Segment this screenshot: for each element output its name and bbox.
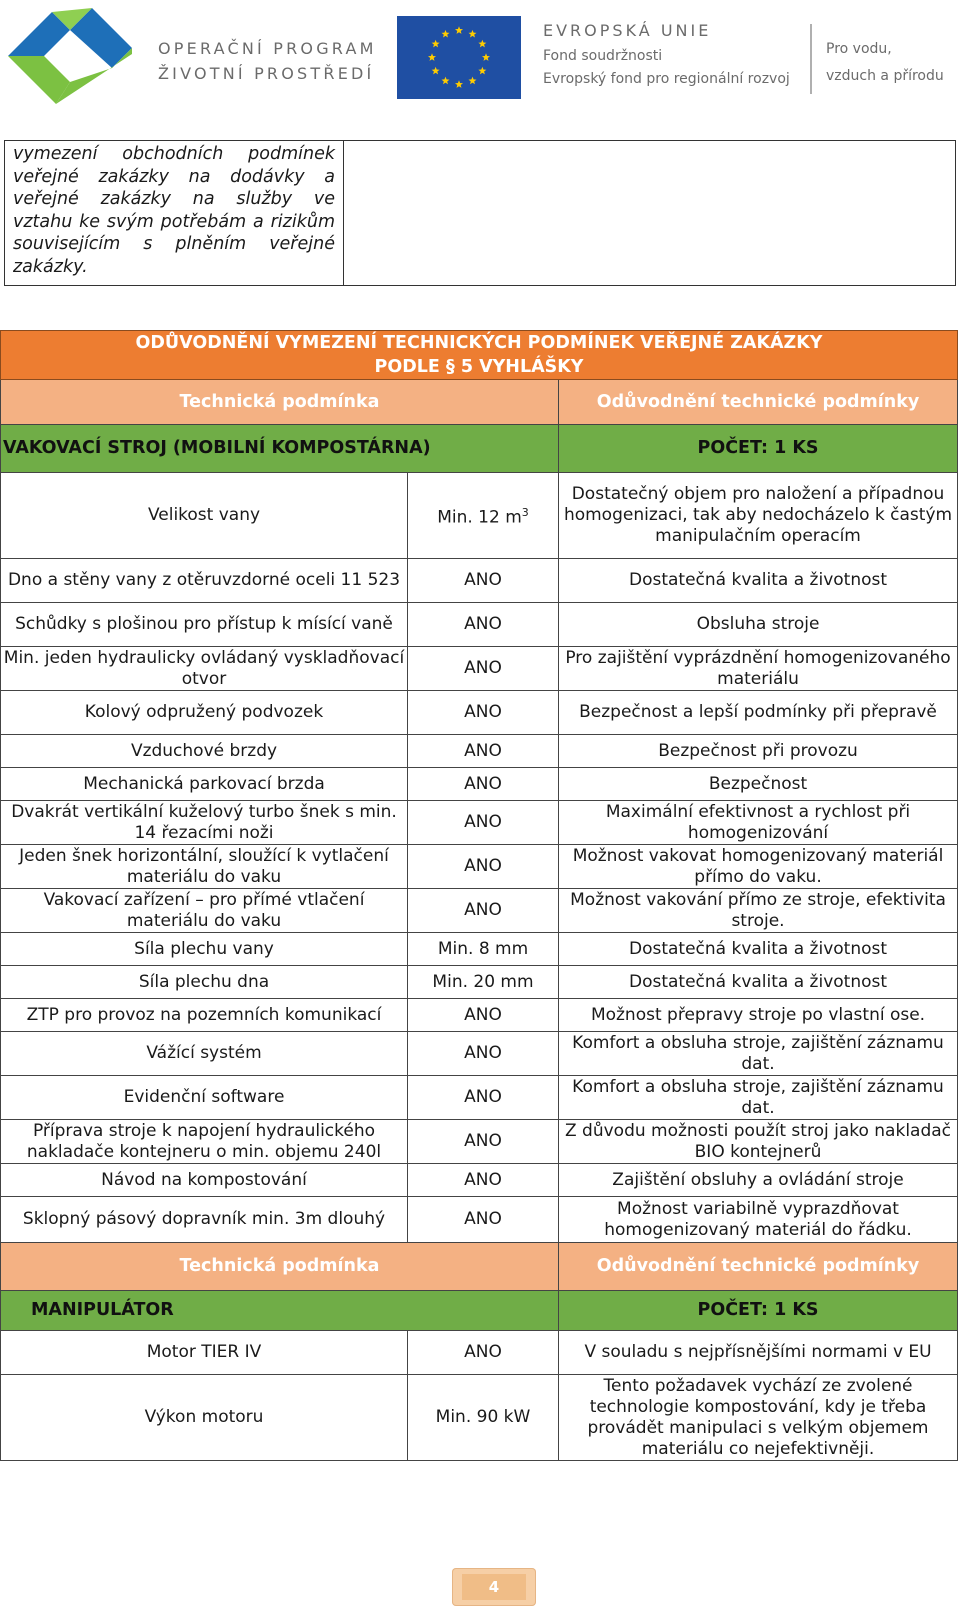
- table-row: [1, 1164, 958, 1197]
- condition-cell: Návod na kompostování: [1, 1164, 408, 1197]
- value-text: ANO: [464, 900, 502, 920]
- column-header-condition: Technická podmínka: [1, 380, 559, 425]
- reason-cell: V souladu s nejpřísnějšími normami v EU: [559, 1331, 958, 1375]
- eu-flag-icon: [397, 16, 521, 99]
- condition-cell: Sklopný pásový dopravník min. 3m dlouhý: [1, 1197, 408, 1243]
- value-cell: [408, 1164, 559, 1197]
- condition-cell: Schůdky s plošinou pro přístup k mísící vaně: [1, 603, 408, 647]
- value-text: ANO: [464, 856, 502, 876]
- value-cell: [408, 1197, 559, 1243]
- value-cell: [408, 559, 559, 603]
- reason-cell: Komfort a obsluha stroje, zajištění záznamu dat.: [559, 1076, 958, 1120]
- value-text: ANO: [464, 812, 502, 832]
- value-cell: [408, 735, 559, 768]
- table-row: [1, 1197, 958, 1243]
- value-text: ANO: [464, 740, 502, 761]
- section-rows: [1, 473, 958, 1243]
- condition-cell: Dno a stěny vany z otěruvzdorné oceli 11 523: [1, 559, 408, 603]
- reason-cell: Dostatečný objem pro naložení a případnou homogenizaci, tak aby nedocházelo k častým manipulačním operacím: [559, 473, 958, 559]
- value-text: ANO: [464, 658, 502, 678]
- value-text: ANO: [464, 614, 502, 634]
- reason-cell: Z důvodu možnosti použít stroj jako nakladač BIO kontejnerů: [559, 1120, 958, 1164]
- value-text: ANO: [464, 570, 502, 590]
- table-row: [1, 647, 958, 691]
- table-row: [1, 735, 958, 768]
- slogan-line-1: Pro vodu,: [826, 41, 892, 57]
- section-count: POČET: 1 KS: [559, 425, 958, 473]
- table-row: [1, 933, 958, 966]
- value-text: ANO: [464, 1004, 502, 1025]
- value-text: Min. 90 kW: [435, 1407, 531, 1427]
- reason-cell: Komfort a obsluha stroje, zajištění záznamu dat.: [559, 1032, 958, 1076]
- program-name: [158, 36, 377, 86]
- intro-text: vymezení obchodních podmínek veřejné zakázky na dodávky a veřejné zakázky na služby ve vztahu ke svým potřebám a rizikům souvisejícím s plněním veřejné zakázky.: [13, 144, 335, 277]
- value-text: ANO: [464, 1087, 502, 1107]
- table-row: [1, 889, 958, 933]
- technical-conditions-table: [0, 330, 958, 1461]
- condition-cell: ZTP pro provoz na pozemních komunikací: [1, 999, 408, 1032]
- table-row: [1, 473, 958, 559]
- value-cell: [408, 473, 559, 559]
- condition-cell: Vzduchové brzdy: [1, 735, 408, 768]
- slogan-line-2: vzduch a přírodu: [826, 68, 944, 84]
- table-row: [1, 1032, 958, 1076]
- condition-cell: Síla plechu dna: [1, 966, 408, 999]
- value-cell: [408, 1331, 559, 1375]
- table-row: [1, 801, 958, 845]
- header-divider: [810, 24, 812, 94]
- reason-cell: Tento požadavek vychází ze zvolené technologie kompostování, kdy je třeba provádět manipulaci s velkým objemem materiálu co nejefektivněji.: [559, 1375, 958, 1461]
- page-number-badge: [452, 1568, 536, 1606]
- value-cell: [408, 999, 559, 1032]
- value-cell: [408, 1076, 559, 1120]
- section-name: MANIPULÁTOR: [1, 1291, 559, 1331]
- table-row: [1, 768, 958, 801]
- value-text: ANO: [464, 1342, 502, 1362]
- value-text: ANO: [464, 1131, 502, 1151]
- reason-cell: Dostatečná kvalita a životnost: [559, 933, 958, 966]
- value-text: ANO: [464, 773, 502, 794]
- value-cell: [408, 1032, 559, 1076]
- table-row: [1, 1120, 958, 1164]
- value-cell: [408, 845, 559, 889]
- condition-cell: Jeden šnek horizontální, sloužící k vytlačení materiálu do vaku: [1, 845, 408, 889]
- value-cell: [408, 1120, 559, 1164]
- reason-cell: Bezpečnost při provozu: [559, 735, 958, 768]
- condition-cell: Kolový odpružený podvozek: [1, 691, 408, 735]
- table-title-line-1: ODŮVODNĚNÍ VYMEZENÍ TECHNICKÝCH PODMÍNEK VEŘEJNÉ ZAKÁZKY: [135, 333, 823, 353]
- column-header-reason: Odůvodnění technické podmínky: [559, 380, 958, 425]
- reason-cell: Možnost vakovat homogenizovaný materiál přímo do vaku.: [559, 845, 958, 889]
- opzp-logo-icon: [8, 8, 132, 104]
- condition-cell: Evidenční software: [1, 1076, 408, 1120]
- value-cell: [408, 966, 559, 999]
- table-row: [1, 1076, 958, 1120]
- value-text: Min. 12 m: [437, 507, 522, 528]
- reason-cell: Maximální efektivnost a rychlost při homogenizování: [559, 801, 958, 845]
- condition-cell: Síla plechu vany: [1, 933, 408, 966]
- section-rows: [1, 1331, 958, 1461]
- page-header: [0, 0, 960, 110]
- reason-cell: Zajištění obsluhy a ovládání stroje: [559, 1164, 958, 1197]
- eu-title: EVROPSKÁ UNIE: [543, 21, 712, 40]
- table-row: [1, 1375, 958, 1461]
- table-row: [1, 845, 958, 889]
- value-cell: [408, 691, 559, 735]
- table-row: [1, 999, 958, 1032]
- intro-divider: [343, 141, 344, 286]
- program-line-2: ŽIVOTNÍ PROSTŘEDÍ: [158, 64, 375, 83]
- table-title-line-2: PODLE § 5 VYHLÁŠKY: [374, 357, 584, 377]
- condition-cell: Motor TIER IV: [1, 1331, 408, 1375]
- table-row: [1, 1331, 958, 1375]
- condition-cell: Velikost vany: [1, 473, 408, 559]
- value-cell: [408, 603, 559, 647]
- value-text: Min. 20 mm: [432, 971, 534, 992]
- reason-cell: Možnost variabilně vyprazdňovat homogenizovaný materiál do řádku.: [559, 1197, 958, 1243]
- condition-cell: Výkon motoru: [1, 1375, 408, 1461]
- reason-cell: Obsluha stroje: [559, 603, 958, 647]
- eu-text: [543, 20, 790, 88]
- reason-cell: Dostatečná kvalita a životnost: [559, 559, 958, 603]
- value-cell: [408, 801, 559, 845]
- reason-cell: Bezpečnost a lepší podmínky při přepravě: [559, 691, 958, 735]
- value-text: ANO: [464, 1043, 502, 1063]
- value-superscript: 3: [521, 506, 529, 520]
- value-cell: [408, 768, 559, 801]
- eu-fund-2: Evropský fond pro regionální rozvoj: [543, 71, 790, 87]
- program-line-1: OPERAČNÍ PROGRAM: [158, 39, 377, 58]
- value-cell: [408, 1375, 559, 1461]
- table-title: [1, 331, 958, 380]
- reason-cell: Pro zajištění vyprázdnění homogenizovaného materiálu: [559, 647, 958, 691]
- column-header-condition: Technická podmínka: [1, 1243, 559, 1291]
- value-text: ANO: [464, 702, 502, 722]
- table-row: [1, 691, 958, 735]
- value-cell: [408, 647, 559, 691]
- table-row: [1, 559, 958, 603]
- reason-cell: Bezpečnost: [559, 768, 958, 801]
- condition-cell: Mechanická parkovací brzda: [1, 768, 408, 801]
- value-cell: [408, 933, 559, 966]
- reason-cell: Možnost přepravy stroje po vlastní ose.: [559, 999, 958, 1032]
- eu-fund-1: Fond soudržnosti: [543, 48, 663, 64]
- value-text: ANO: [464, 1209, 502, 1229]
- condition-cell: Příprava stroje k napojení hydraulického nakladače kontejneru o min. objemu 240l: [1, 1120, 408, 1164]
- value-cell: [408, 889, 559, 933]
- table-row: [1, 603, 958, 647]
- table-row: [1, 966, 958, 999]
- slogan: [826, 36, 944, 90]
- condition-cell: Min. jeden hydraulicky ovládaný vyskladňovací otvor: [1, 647, 408, 691]
- value-text: Min. 8 mm: [437, 938, 529, 959]
- intro-text-box: [4, 140, 956, 286]
- condition-cell: Dvakrát vertikální kuželový turbo šnek s min. 14 řezacími noži: [1, 801, 408, 845]
- reason-cell: Možnost vakování přímo ze stroje, efektivita stroje.: [559, 889, 958, 933]
- value-text: ANO: [464, 1169, 502, 1190]
- condition-cell: Vážící systém: [1, 1032, 408, 1076]
- page-number: 4: [462, 1574, 526, 1600]
- reason-cell: Dostatečná kvalita a životnost: [559, 966, 958, 999]
- condition-cell: Vakovací zařízení – pro přímé vtlačení materiálu do vaku: [1, 889, 408, 933]
- section-name: VAKOVACÍ STROJ (MOBILNÍ KOMPOSTÁRNA): [1, 425, 559, 473]
- column-header-reason: Odůvodnění technické podmínky: [559, 1243, 958, 1291]
- section-count: POČET: 1 KS: [559, 1291, 958, 1331]
